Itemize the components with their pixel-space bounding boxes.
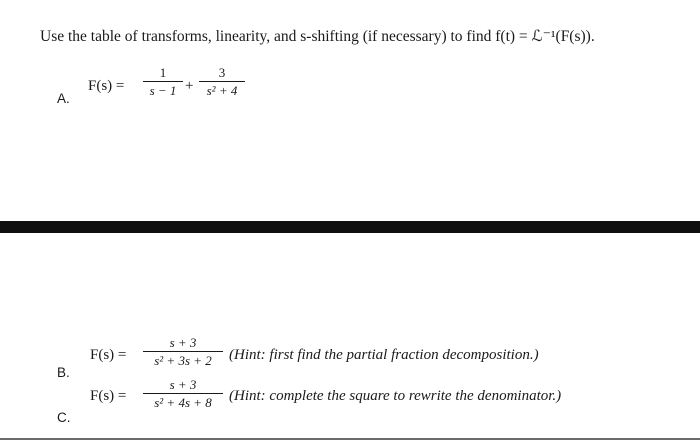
problem-a-operator: + — [185, 78, 194, 94]
problem-a-fraction-1 — [143, 65, 183, 98]
problem-b-numerator: s + 3 — [169, 335, 197, 350]
problem-a-fraction-2-numerator: 3 — [218, 65, 226, 80]
problem-a-fraction-1-denominator: s − 1 — [149, 83, 177, 98]
problem-c-fraction — [143, 377, 223, 410]
problem-a-lhs: F(s) = — [88, 78, 125, 94]
problem-c-letter: C. — [57, 410, 71, 425]
problem-a-fraction-2 — [199, 65, 245, 98]
fraction-bar — [143, 351, 223, 352]
bottom-rule — [0, 438, 700, 440]
problem-c-numerator: s + 3 — [169, 377, 197, 392]
problem-b-lhs: F(s) = — [90, 347, 127, 363]
problem-c-lhs: F(s) = — [90, 388, 127, 404]
problem-b-letter: B. — [57, 365, 70, 380]
fraction-bar — [199, 81, 245, 82]
problem-a-letter: A. — [57, 91, 70, 106]
fraction-bar — [143, 393, 223, 394]
problem-a-fraction-1-numerator: 1 — [159, 65, 167, 80]
problem-c-denominator: s² + 4s + 8 — [154, 395, 212, 410]
section-divider — [0, 221, 700, 233]
problem-a-fraction-2-denominator: s² + 4 — [206, 83, 238, 98]
instruction-text: Use the table of transforms, linearity, and s-shifting (if necessary) to find f(t) = ℒ⁻¹(F(s)). — [40, 28, 595, 45]
problem-b-fraction — [143, 335, 223, 368]
problem-b-hint: (Hint: first find the partial fraction decomposition.) — [229, 347, 539, 363]
problem-b-denominator: s² + 3s + 2 — [154, 353, 212, 368]
problem-c-hint: (Hint: complete the square to rewrite the denominator.) — [229, 388, 562, 404]
fraction-bar — [143, 81, 183, 82]
